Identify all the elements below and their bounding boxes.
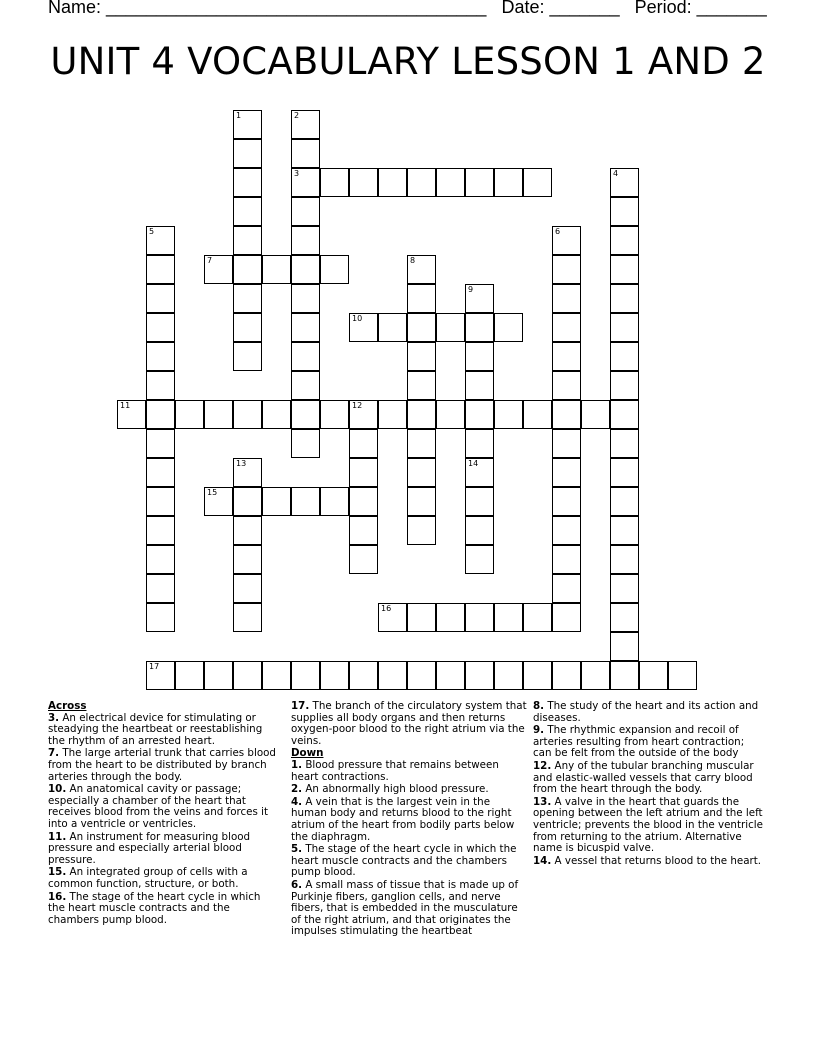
crossword-cell[interactable] xyxy=(610,342,639,371)
name-label: Name: xyxy=(48,0,102,17)
crossword-cell[interactable] xyxy=(291,371,320,400)
crossword-cell[interactable] xyxy=(465,545,494,574)
clue-number: 6 xyxy=(555,227,561,236)
crossword-cell[interactable] xyxy=(291,429,320,458)
crossword-cell[interactable] xyxy=(610,458,639,487)
crossword-cell[interactable] xyxy=(291,226,320,255)
clues-column-3 xyxy=(533,701,765,868)
clue-down-6: 6. A small mass of tissue that is made up of Purkinje fibers, ganglion cells, and nerve fibers, that is embedded in the musculature of the right atrium, and that originates the impulses stimulating the heartbeat xyxy=(291,878,519,938)
clue-down-2: 2. An abnormally high blood pressure. xyxy=(291,783,489,796)
crossword-cell[interactable] xyxy=(349,545,378,574)
crossword-cell[interactable] xyxy=(610,545,639,574)
crossword-cell[interactable] xyxy=(407,661,436,690)
crossword-cell[interactable] xyxy=(291,139,320,168)
crossword-cell[interactable] xyxy=(291,168,320,197)
crossword-cell[interactable] xyxy=(407,487,436,516)
crossword-cell[interactable] xyxy=(465,487,494,516)
page-title: UNIT 4 VOCABULARY LESSON 1 AND 2 xyxy=(50,40,766,83)
clue-down-8: 8. The study of the heart and its action and diseases. xyxy=(533,700,759,724)
crossword-cell[interactable] xyxy=(465,661,494,690)
crossword-cell[interactable] xyxy=(233,545,262,574)
crossword-cell[interactable] xyxy=(610,429,639,458)
clue-across-3: 3. An electrical device for stimulating or steadying the heartbeat or reestablishing the rhythm of an arrested heart. xyxy=(48,711,263,747)
crossword-cell[interactable] xyxy=(552,313,581,342)
crossword-cell[interactable] xyxy=(407,429,436,458)
crossword-cell[interactable] xyxy=(494,168,523,197)
clue-down-13: 13. A valve in the heart that guards the opening between the left atrium and the left ventricle; prevents the blood in the ventricle from returning to the atrium. Alternative name is bicuspid valve. xyxy=(533,795,763,855)
crossword-cell[interactable] xyxy=(262,661,291,690)
crossword-cell[interactable] xyxy=(552,226,581,255)
crossword-cell[interactable] xyxy=(233,458,262,487)
crossword-cell[interactable] xyxy=(552,371,581,400)
across-heading: Across xyxy=(48,700,87,712)
clue-number: 1 xyxy=(236,111,242,120)
crossword-cell[interactable] xyxy=(465,371,494,400)
crossword-cell[interactable] xyxy=(610,313,639,342)
crossword-cell[interactable] xyxy=(552,545,581,574)
crossword-cell[interactable] xyxy=(146,574,175,603)
crossword-cell[interactable] xyxy=(233,110,262,139)
crossword-cell[interactable] xyxy=(407,458,436,487)
crossword-cell[interactable] xyxy=(610,632,639,661)
crossword-cell[interactable] xyxy=(494,661,523,690)
crossword-cell[interactable] xyxy=(204,255,233,284)
clue-across-16: 16. The stage of the heart cycle in which the heart muscle contracts and the chambers pump blood. xyxy=(48,890,261,926)
date-blank[interactable]: _______ xyxy=(549,0,620,17)
crossword-cell[interactable] xyxy=(204,661,233,690)
clue-number: 12 xyxy=(352,401,363,410)
crossword-cell[interactable] xyxy=(291,313,320,342)
crossword-cell[interactable] xyxy=(552,516,581,545)
crossword-cell[interactable] xyxy=(233,226,262,255)
crossword-cell[interactable] xyxy=(407,284,436,313)
crossword-cell[interactable] xyxy=(610,516,639,545)
clue-number: 17 xyxy=(149,662,160,671)
crossword-cell[interactable] xyxy=(262,255,291,284)
crossword-cell[interactable] xyxy=(320,400,349,429)
crossword-cell[interactable] xyxy=(291,400,320,429)
crossword-cell[interactable] xyxy=(436,661,465,690)
crossword-cell[interactable] xyxy=(204,400,233,429)
crossword-cell[interactable] xyxy=(233,284,262,313)
crossword-cell[interactable] xyxy=(349,661,378,690)
crossword-cell[interactable] xyxy=(494,400,523,429)
crossword-cell[interactable] xyxy=(233,661,262,690)
clue-number: 16 xyxy=(381,604,392,613)
crossword-cell[interactable] xyxy=(291,284,320,313)
clue-number: 15 xyxy=(207,488,218,497)
crossword-cell[interactable] xyxy=(233,516,262,545)
crossword-cell[interactable] xyxy=(320,661,349,690)
crossword-cell[interactable] xyxy=(552,603,581,632)
crossword-cell[interactable] xyxy=(146,313,175,342)
crossword-cell[interactable] xyxy=(320,487,349,516)
crossword-cell[interactable] xyxy=(465,313,494,342)
clue-across-7: 7. The large arterial trunk that carries blood from the heart to be distributed by branch arteries through the body. xyxy=(48,747,276,783)
crossword-cell[interactable] xyxy=(523,603,552,632)
crossword-cell[interactable] xyxy=(378,400,407,429)
crossword-cell[interactable] xyxy=(552,400,581,429)
clues-column-2 xyxy=(291,701,527,939)
crossword-cell[interactable] xyxy=(668,661,697,690)
clue-number: 5 xyxy=(149,227,155,236)
crossword-cell[interactable] xyxy=(465,284,494,313)
crossword-cell[interactable] xyxy=(436,313,465,342)
crossword-cell[interactable] xyxy=(175,661,204,690)
clue-number: 7 xyxy=(207,256,213,265)
crossword-cell[interactable] xyxy=(610,574,639,603)
clue-number: 10 xyxy=(352,314,363,323)
crossword-cell[interactable] xyxy=(552,487,581,516)
crossword-cell[interactable] xyxy=(291,197,320,226)
crossword-cell[interactable] xyxy=(146,661,175,690)
clues-column-1 xyxy=(48,701,280,927)
crossword-cell[interactable] xyxy=(146,458,175,487)
crossword-cell[interactable] xyxy=(349,487,378,516)
crossword-cell[interactable] xyxy=(233,255,262,284)
crossword-cell[interactable] xyxy=(262,400,291,429)
crossword-cell[interactable] xyxy=(262,487,291,516)
crossword-cell[interactable] xyxy=(291,110,320,139)
crossword-cell[interactable] xyxy=(233,139,262,168)
crossword-cell[interactable] xyxy=(146,545,175,574)
clue-number: 8 xyxy=(410,256,416,265)
crossword-cell[interactable] xyxy=(436,168,465,197)
crossword-cell[interactable] xyxy=(320,255,349,284)
date-label: Date: xyxy=(501,0,545,17)
clue-across-15: 15. An integrated group of cells with a common function, structure, or both. xyxy=(48,866,248,890)
crossword-cell[interactable] xyxy=(349,168,378,197)
crossword-cell[interactable] xyxy=(233,574,262,603)
crossword-cell[interactable] xyxy=(552,661,581,690)
clue-number: 9 xyxy=(468,285,474,294)
crossword-cell[interactable] xyxy=(610,226,639,255)
crossword-cell[interactable] xyxy=(175,400,204,429)
crossword-cell[interactable] xyxy=(610,197,639,226)
crossword-cell[interactable] xyxy=(291,342,320,371)
crossword-cell[interactable] xyxy=(552,284,581,313)
crossword-cell[interactable] xyxy=(494,603,523,632)
crossword-cell[interactable] xyxy=(581,661,610,690)
crossword-cell[interactable] xyxy=(320,168,349,197)
crossword-cell[interactable] xyxy=(378,313,407,342)
clue-number: 13 xyxy=(236,459,247,468)
crossword-cell[interactable] xyxy=(407,603,436,632)
clue-down-1: 1. Blood pressure that remains between heart contractions. xyxy=(291,758,499,783)
crossword-cell[interactable] xyxy=(233,400,262,429)
crossword-cell[interactable] xyxy=(378,168,407,197)
crossword-cell[interactable] xyxy=(407,371,436,400)
crossword-cell[interactable] xyxy=(349,458,378,487)
crossword-cell[interactable] xyxy=(552,342,581,371)
crossword-cell[interactable] xyxy=(233,342,262,371)
crossword-cell[interactable] xyxy=(610,168,639,197)
crossword-cell[interactable] xyxy=(349,516,378,545)
crossword-cell[interactable] xyxy=(552,255,581,284)
crossword-cell[interactable] xyxy=(494,313,523,342)
crossword-cell[interactable] xyxy=(407,168,436,197)
crossword-cell[interactable] xyxy=(465,429,494,458)
crossword-cell[interactable] xyxy=(407,516,436,545)
clue-down-12: 12. Any of the tubular branching muscular and elastic-walled vessels that carry blood from the heart through the body. xyxy=(533,759,754,796)
clue-number: 11 xyxy=(120,401,131,410)
crossword-cell[interactable] xyxy=(465,516,494,545)
crossword-cell[interactable] xyxy=(378,603,407,632)
crossword-cell[interactable] xyxy=(146,284,175,313)
crossword-cell[interactable] xyxy=(465,342,494,371)
period-label: Period: xyxy=(634,0,692,17)
clue-number: 4 xyxy=(613,169,619,178)
crossword-cell[interactable] xyxy=(407,255,436,284)
crossword-cell[interactable] xyxy=(552,429,581,458)
crossword-cell[interactable] xyxy=(146,226,175,255)
crossword-cell[interactable] xyxy=(523,661,552,690)
crossword-cell[interactable] xyxy=(465,603,494,632)
clue-number: 2 xyxy=(294,111,300,120)
crossword-cell[interactable] xyxy=(610,603,639,632)
clue-across-11: 11. An instrument for measuring blood pressure and especially arterial blood pressure. xyxy=(48,830,251,866)
crossword-cell[interactable] xyxy=(436,603,465,632)
crossword-cell[interactable] xyxy=(233,313,262,342)
crossword-cell[interactable] xyxy=(117,400,146,429)
crossword-cell[interactable] xyxy=(146,429,175,458)
crossword-cell[interactable] xyxy=(581,400,610,429)
name-blank[interactable]: ______________________________________ xyxy=(106,0,487,17)
crossword-cell[interactable] xyxy=(291,487,320,516)
crossword-cell[interactable] xyxy=(610,371,639,400)
crossword-cell[interactable] xyxy=(523,400,552,429)
clue-down-4: 4. A vein that is the largest vein in the human body and returns blood to the right atrium of the heart from bodily parts below the diaphragm. xyxy=(291,795,515,843)
clue-across-17: 17. The branch of the circulatory system that supplies all body organs and then returns oxygen-poor blood to the right atrium via the veins. xyxy=(291,700,527,747)
crossword-cell[interactable] xyxy=(349,313,378,342)
crossword-cell[interactable] xyxy=(465,400,494,429)
crossword-cell[interactable] xyxy=(610,661,639,690)
crossword-cell[interactable] xyxy=(233,487,262,516)
crossword-cell[interactable] xyxy=(465,168,494,197)
crossword-cell[interactable] xyxy=(378,661,407,690)
crossword-cell[interactable] xyxy=(204,487,233,516)
crossword-cell[interactable] xyxy=(610,400,639,429)
clue-down-9: 9. The rhythmic expansion and recoil of arteries resulting from heart contraction; can be felt from the outside of the body xyxy=(533,724,745,760)
crossword-cell[interactable] xyxy=(146,516,175,545)
crossword-cell[interactable] xyxy=(639,661,668,690)
crossword-cell[interactable] xyxy=(610,284,639,313)
crossword-cell[interactable] xyxy=(610,255,639,284)
crossword-cell[interactable] xyxy=(407,400,436,429)
crossword-cell[interactable] xyxy=(146,487,175,516)
crossword-cell[interactable] xyxy=(146,371,175,400)
crossword-cell[interactable] xyxy=(465,458,494,487)
crossword-cell[interactable] xyxy=(146,400,175,429)
crossword-cell[interactable] xyxy=(233,197,262,226)
crossword-cell[interactable] xyxy=(146,603,175,632)
crossword-cell[interactable] xyxy=(349,429,378,458)
crossword-cell[interactable] xyxy=(552,458,581,487)
crossword-cell[interactable] xyxy=(146,342,175,371)
clue-number: 3 xyxy=(294,169,300,178)
clue-down-5: 5. The stage of the heart cycle in which the heart muscle contracts and the chambers pump blood. xyxy=(291,843,517,879)
crossword-cell[interactable] xyxy=(436,400,465,429)
clue-down-14: 14. A vessel that returns blood to the heart. xyxy=(533,854,762,867)
clue-across-10: 10. An anatomical cavity or passage; especially a chamber of the heart that receives blood from the veins and forces it into a ventricle or ventricles. xyxy=(48,783,269,830)
crossword-cell[interactable] xyxy=(291,661,320,690)
crossword-cell[interactable] xyxy=(349,400,378,429)
down-heading: Down xyxy=(291,747,324,760)
crossword-cell[interactable] xyxy=(610,487,639,516)
clue-number: 14 xyxy=(468,459,479,468)
crossword-cell[interactable] xyxy=(233,603,262,632)
crossword-cell[interactable] xyxy=(407,313,436,342)
period-blank[interactable]: _______ xyxy=(696,0,767,17)
crossword-cell[interactable] xyxy=(291,255,320,284)
crossword-cell[interactable] xyxy=(552,574,581,603)
crossword-cell[interactable] xyxy=(146,255,175,284)
crossword-cell[interactable] xyxy=(407,342,436,371)
crossword-cell[interactable] xyxy=(233,168,262,197)
crossword-cell[interactable] xyxy=(523,168,552,197)
